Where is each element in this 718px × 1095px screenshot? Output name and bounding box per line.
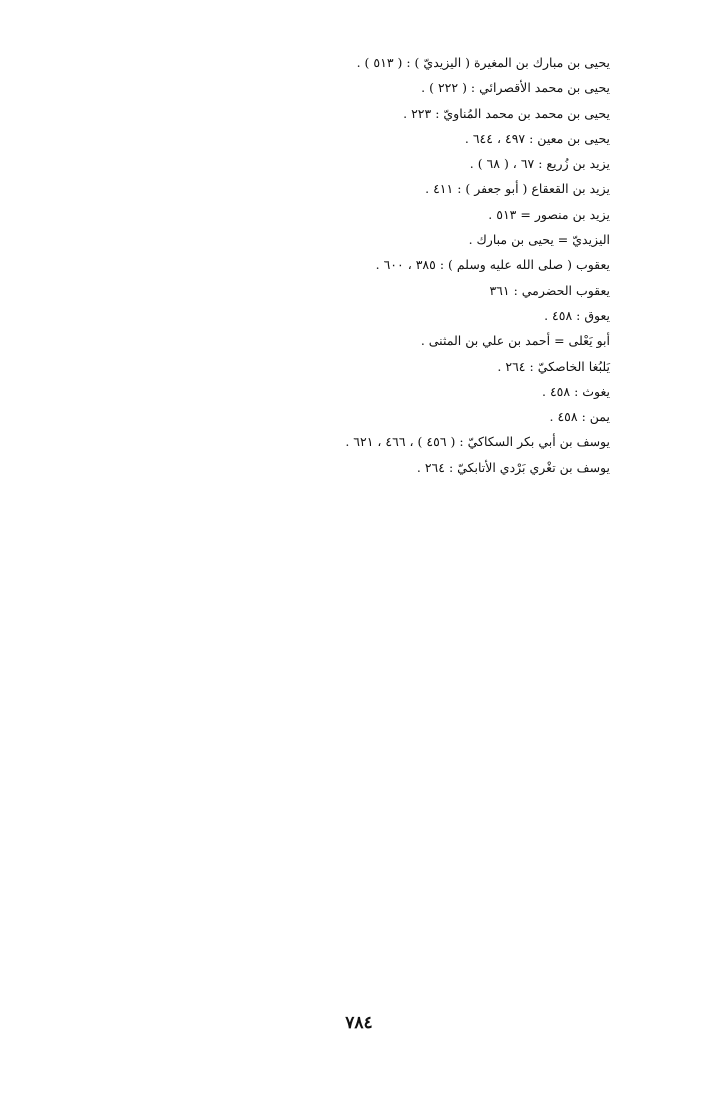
index-entry: يحيى بن محمد بن محمد المُناويّ : ٢٢٣ . [403, 105, 610, 121]
index-entry: يحيى بن معين : ٤٩٧ ، ٦٤٤ . [464, 130, 610, 146]
index-entry: يحيى بن مبارك بن المغيرة ( اليزيديّ ) : ( ٥١٣ ) . [356, 55, 610, 70]
index-entry: يزيد بن منصور = ٥١٣ . [488, 206, 610, 222]
index-entry: يوسف بن أبي بكر السكاكيّ : ( ٤٥٦ ) ، ٤٦٦ ، ٦٢١ . [345, 434, 610, 450]
index-entry: يعقوب ( صلى الله عليه وسلم ) : ٣٨٥ ، ٦٠٠ . [375, 257, 610, 273]
page-number: ٧٨٤ [345, 1013, 373, 1033]
index-entry: يزيد بن زُريع : ٦٧ ، ( ٦٨ ) . [469, 156, 610, 172]
index-entry: يَلبُغا الخاصكيّ : ٢٦٤ . [497, 358, 610, 374]
index-entry: يمن : ٤٥٨ . [549, 409, 610, 425]
index-entry: يعقوب الحضرمي : ٣٦١ [489, 282, 610, 298]
index-entry: يزيد بن القعقاع ( أبو جعفر ) : ٤١١ . [425, 181, 610, 197]
index-entry: اليزيديّ = يحيى بن مبارك . [468, 232, 610, 248]
index-entry: يحيى بن محمد الأقصرائي : ( ٢٢٢ ) . [421, 80, 610, 96]
index-entry: يوسف بن تغْري بَرْدي الأتابكيّ : ٢٦٤ . [416, 459, 610, 475]
index-entry: يعوق : ٤٥٨ . [544, 307, 610, 323]
index-entry-list [190, 50, 610, 480]
index-entry: يغوث : ٤٥٨ . [541, 383, 610, 399]
index-entry: أبو يَعْلى = أحمد بن علي بن المثنى . [420, 333, 610, 349]
